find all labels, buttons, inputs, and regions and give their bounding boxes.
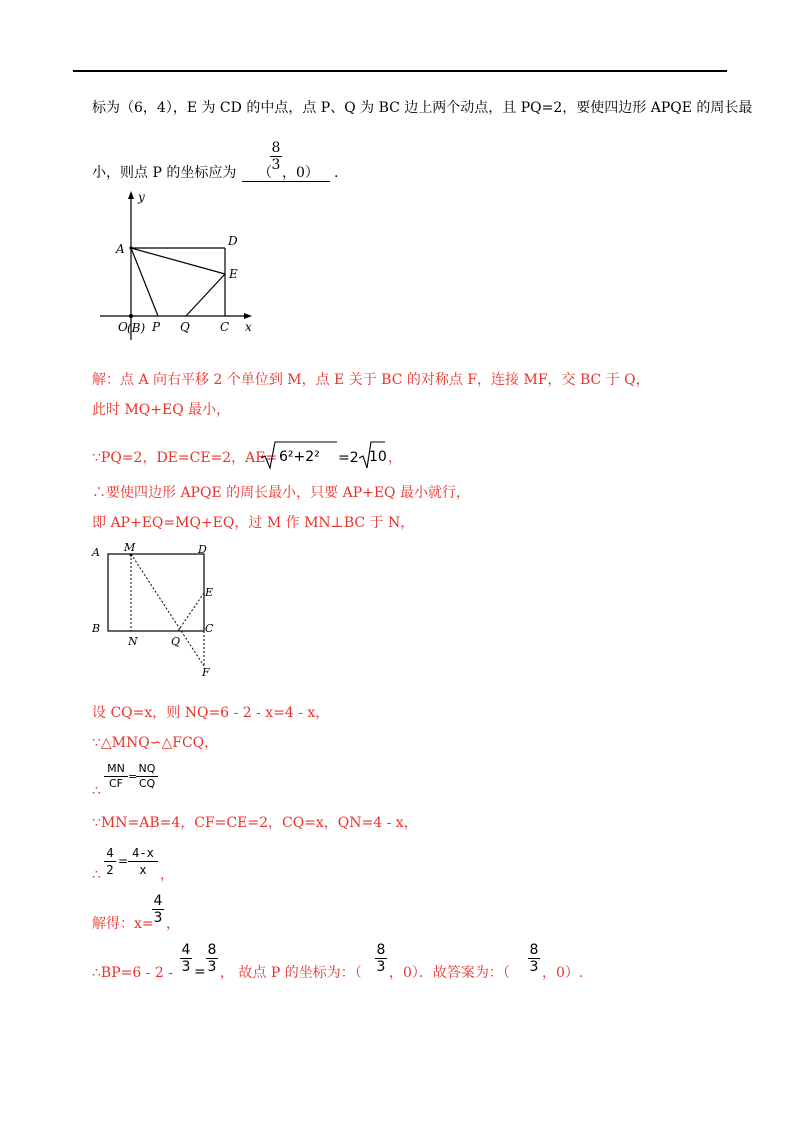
problem-line-1: 标为（6，4），E 为 CD 的中点，点 P、Q 为 BC 边上两个动点，且 PQ=2，要使四边形 APQE 的周长最 [92,100,753,116]
bp-eq: = [194,964,206,980]
therefore-1: ∴ [92,783,101,799]
fraction-eq-1: = [128,770,138,783]
solution-line-4: ∴要使四边形 APQE 的周长最小，只要 AP+EQ 最小就行， [92,485,470,501]
label-Q: Q [171,635,181,648]
solution-line-12-end: ，0）. [542,965,584,981]
x-axis-arrow [244,313,252,319]
answer-frac-den: 3 [271,157,281,173]
frac-num-4-x: 4-x [132,846,154,860]
solution-line-11-prefix: 解得：x= [92,916,154,932]
answer-frac-num: 8 [271,140,281,156]
frac-p-den: 3 [376,959,386,975]
label-D: D [198,543,207,556]
label-M: M [124,541,136,554]
segment-EQ [178,593,204,631]
frac-den-CF: CF [104,776,128,791]
label-x: x [245,320,252,334]
fraction-p-coord [375,942,387,975]
label-E: E [229,267,238,281]
frac-den-CQ: CQ [136,776,158,791]
point-O [129,314,133,318]
solution-line-10-suffix: ， [160,867,174,883]
label-Q: Q [180,320,190,334]
label-C: C [220,320,230,334]
coordinate-figure [100,185,270,345]
frac-ans-den: 3 [529,959,539,975]
label-D: D [228,234,238,248]
label-C: C [205,622,214,635]
fraction-answer [528,942,540,975]
label-B: (B) [127,321,146,335]
fraction-4-x-over-x [128,845,158,878]
solution-line-5: 即 AP+EQ=MQ+EQ，过 M 作 MN⊥BC 于 N， [92,515,415,531]
frac-bp-den-2: 3 [207,959,217,975]
solution-line-12-mid2: ，0）．故答案为：（ [389,965,510,981]
solution-line-12-prefix: ∴BP=6 - 2 - [92,965,173,981]
sqrt-eq: =2 [338,450,359,466]
rectangle-figure [88,538,228,678]
frac-num-MN: MN [107,762,125,775]
problem-line-2-suffix: . [334,165,339,181]
fraction-4-2 [104,845,116,878]
frac-num-4: 4 [106,846,114,860]
frac-num-NQ: NQ [138,762,156,775]
frac-den-x: x [128,861,158,878]
label-P: P [152,320,161,334]
therefore-2: ∴ [92,867,101,883]
fraction-bp-1 [180,942,192,975]
label-F: F [202,666,210,678]
label-A: A [92,546,100,559]
problem-line-2-prefix: 小，则点 P 的坐标应为 [92,165,237,181]
sqrt-radicand-1: 6²+2² [279,449,320,465]
fraction-NQ-CQ [136,762,158,791]
solution-line-7: ∵△MNQ∽△FCQ， [92,735,219,751]
segment-AE [131,248,225,274]
frac-p-num: 8 [376,942,386,958]
frac-bp-num-1: 4 [181,942,191,958]
fraction-MN-CF [104,762,128,791]
fraction-x-value [152,893,164,926]
point-A [129,246,132,249]
frac-ans-num: 8 [529,942,539,958]
y-axis-arrow [128,191,134,199]
solution-line-2: 此时 MQ+EQ 最小， [92,402,231,418]
frac-bp-num-2: 8 [207,942,217,958]
sqrt-radicand-2: 10 [369,449,387,465]
solution-line-3-suffix: ， [388,450,402,466]
answer-fraction [270,140,282,173]
label-y: y [138,190,145,204]
solution-line-9: ∵MN=AB=4，CF=CE=2，CQ=x，QN=4 - x， [92,815,418,831]
frac-num-x: 4 [153,893,163,909]
frac-den-x-value: 3 [153,910,163,926]
header-rule [73,70,727,72]
solution-line-6: 设 CQ=x，则 NQ=6 - 2 - x=4 - x， [92,705,330,721]
fraction-eq-2: = [118,854,129,868]
fraction-bp-2 [206,942,218,975]
segment-EQ [186,274,225,316]
label-E: E [205,586,214,599]
frac-bp-den-1: 3 [181,959,191,975]
segment-MF [131,554,204,666]
answer-open: （ [258,165,272,181]
frac-den-2: 2 [104,861,116,878]
solution-line-12-mid: ， 故点 P 的坐标为：（ [220,965,362,981]
solution-line-3-prefix: ∵PQ=2，DE=CE=2，AE= [92,450,278,466]
segment-AP [131,248,158,316]
label-A: A [116,242,125,256]
solution-line-1: 解：点 A 向右平移 2 个单位到 M，点 E 关于 BC 的对称点 F，连接 MF，交 BC 于 Q， [92,372,650,388]
answer-rest: ，0） [282,165,319,181]
label-B: B [92,622,101,635]
label-O: O [118,320,128,334]
solution-line-11-suffix: ， [166,916,180,932]
label-N: N [128,635,138,648]
